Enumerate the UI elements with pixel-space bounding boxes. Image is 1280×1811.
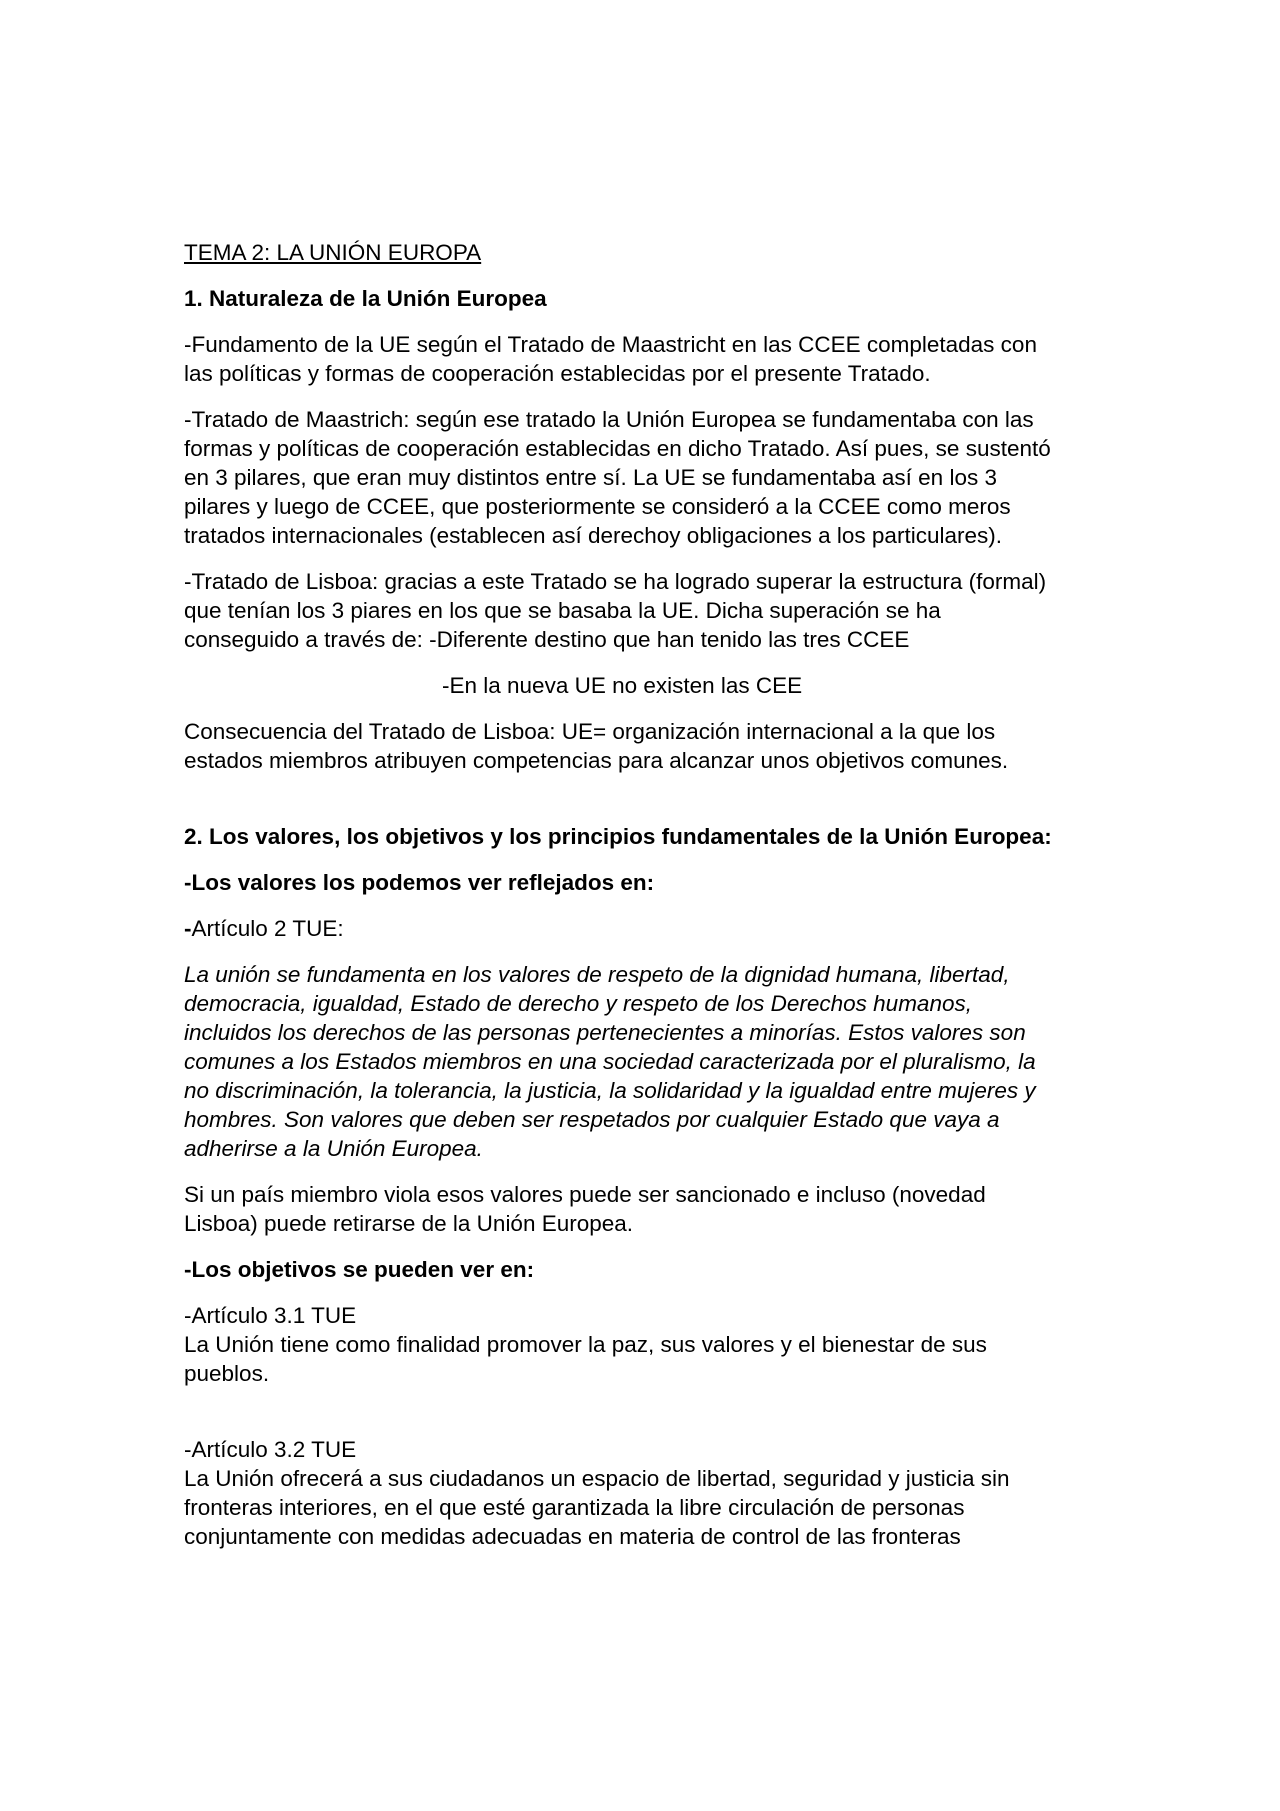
article-2-label bbox=[184, 914, 1114, 943]
article-3-1: -Artículo 3.1 TUE La Unión tiene como finalidad promover la paz, sus valores y el bienestar de sus pueblos. bbox=[184, 1303, 987, 1386]
section-1-heading: 1. Naturaleza de la Unión Europea bbox=[184, 286, 547, 311]
document-page bbox=[184, 238, 1114, 1568]
paragraph-lisboa: -Tratado de Lisboa: gracias a este Tratado se ha logrado superar la estructura (formal) que tenían los 3 piares en los que se basaba la UE. Dicha superación se ha conseguido a través de: -Diferente destino que han tenido las tres CCEE bbox=[184, 569, 1047, 652]
paragraph-fundamento: -Fundamento de la UE según el Tratado de Maastricht en las CCEE completadas con las políticas y formas de cooperación establecidas por el presente Tratado. bbox=[184, 332, 1037, 386]
values-heading: -Los valores los podemos ver reflejados en: bbox=[184, 870, 655, 895]
paragraph-consecuencia: Consecuencia del Tratado de Lisboa: UE= organización internacional a la que los estados miembros atribuyen competencias para alcanzar unos objetivos comunes. bbox=[184, 719, 1009, 773]
objectives-heading: -Los objetivos se pueden ver en: bbox=[184, 1257, 535, 1282]
article-3-2: -Artículo 3.2 TUE La Unión ofrecerá a sus ciudadanos un espacio de libertad, seguridad y justicia sin fronteras interiores, en el que esté garantizada la libre circulación de personas conjuntamente con medidas adecuadas en materia de control de las fronteras bbox=[184, 1437, 1010, 1549]
article-2-quote: La unión se fundamenta en los valores de respeto de la dignidad humana, libertad, democracia, igualdad, Estado de derecho y respeto de los Derechos humanos, incluidos los derechos de las personas pertenecientes a minorías. Estos valores son comunes a los Estados miembros en una sociedad caracterizada por el pluralismo, la no discriminación, la tolerancia, la justicia, la solidaridad y la igualdad entre mujeres y hombres. Son valores que deben ser respetados por cualquier Estado que vaya a adherirse a la Unión Europea. bbox=[184, 962, 1036, 1161]
article-2-text: Artículo 2 TUE: bbox=[191, 916, 344, 941]
paragraph-nueva-ue: -En la nueva UE no existen las CEE bbox=[442, 673, 803, 698]
document-title: TEMA 2: LA UNIÓN EUROPA bbox=[184, 240, 482, 265]
section-2-heading: 2. Los valores, los objetivos y los principios fundamentales de la Unión Europea: bbox=[184, 824, 1052, 849]
article-2-prefix: - bbox=[184, 916, 192, 941]
paragraph-sancion: Si un país miembro viola esos valores puede ser sancionado e incluso (novedad Lisboa) puede retirarse de la Unión Europea. bbox=[184, 1182, 986, 1236]
paragraph-maastricht: -Tratado de Maastrich: según ese tratado la Unión Europea se fundamentaba con las formas y políticas de cooperación establecidas en dicho Tratado. Así pues, se sustentó en 3 pilares, que eran muy distintos entre sí. La UE se fundamentaba así en los 3 pilares y luego de CCEE, que posteriormente se consideró a la CCEE como meros tratados internacionales (establecen así derechoy obligaciones a los particulares). bbox=[184, 407, 1051, 548]
